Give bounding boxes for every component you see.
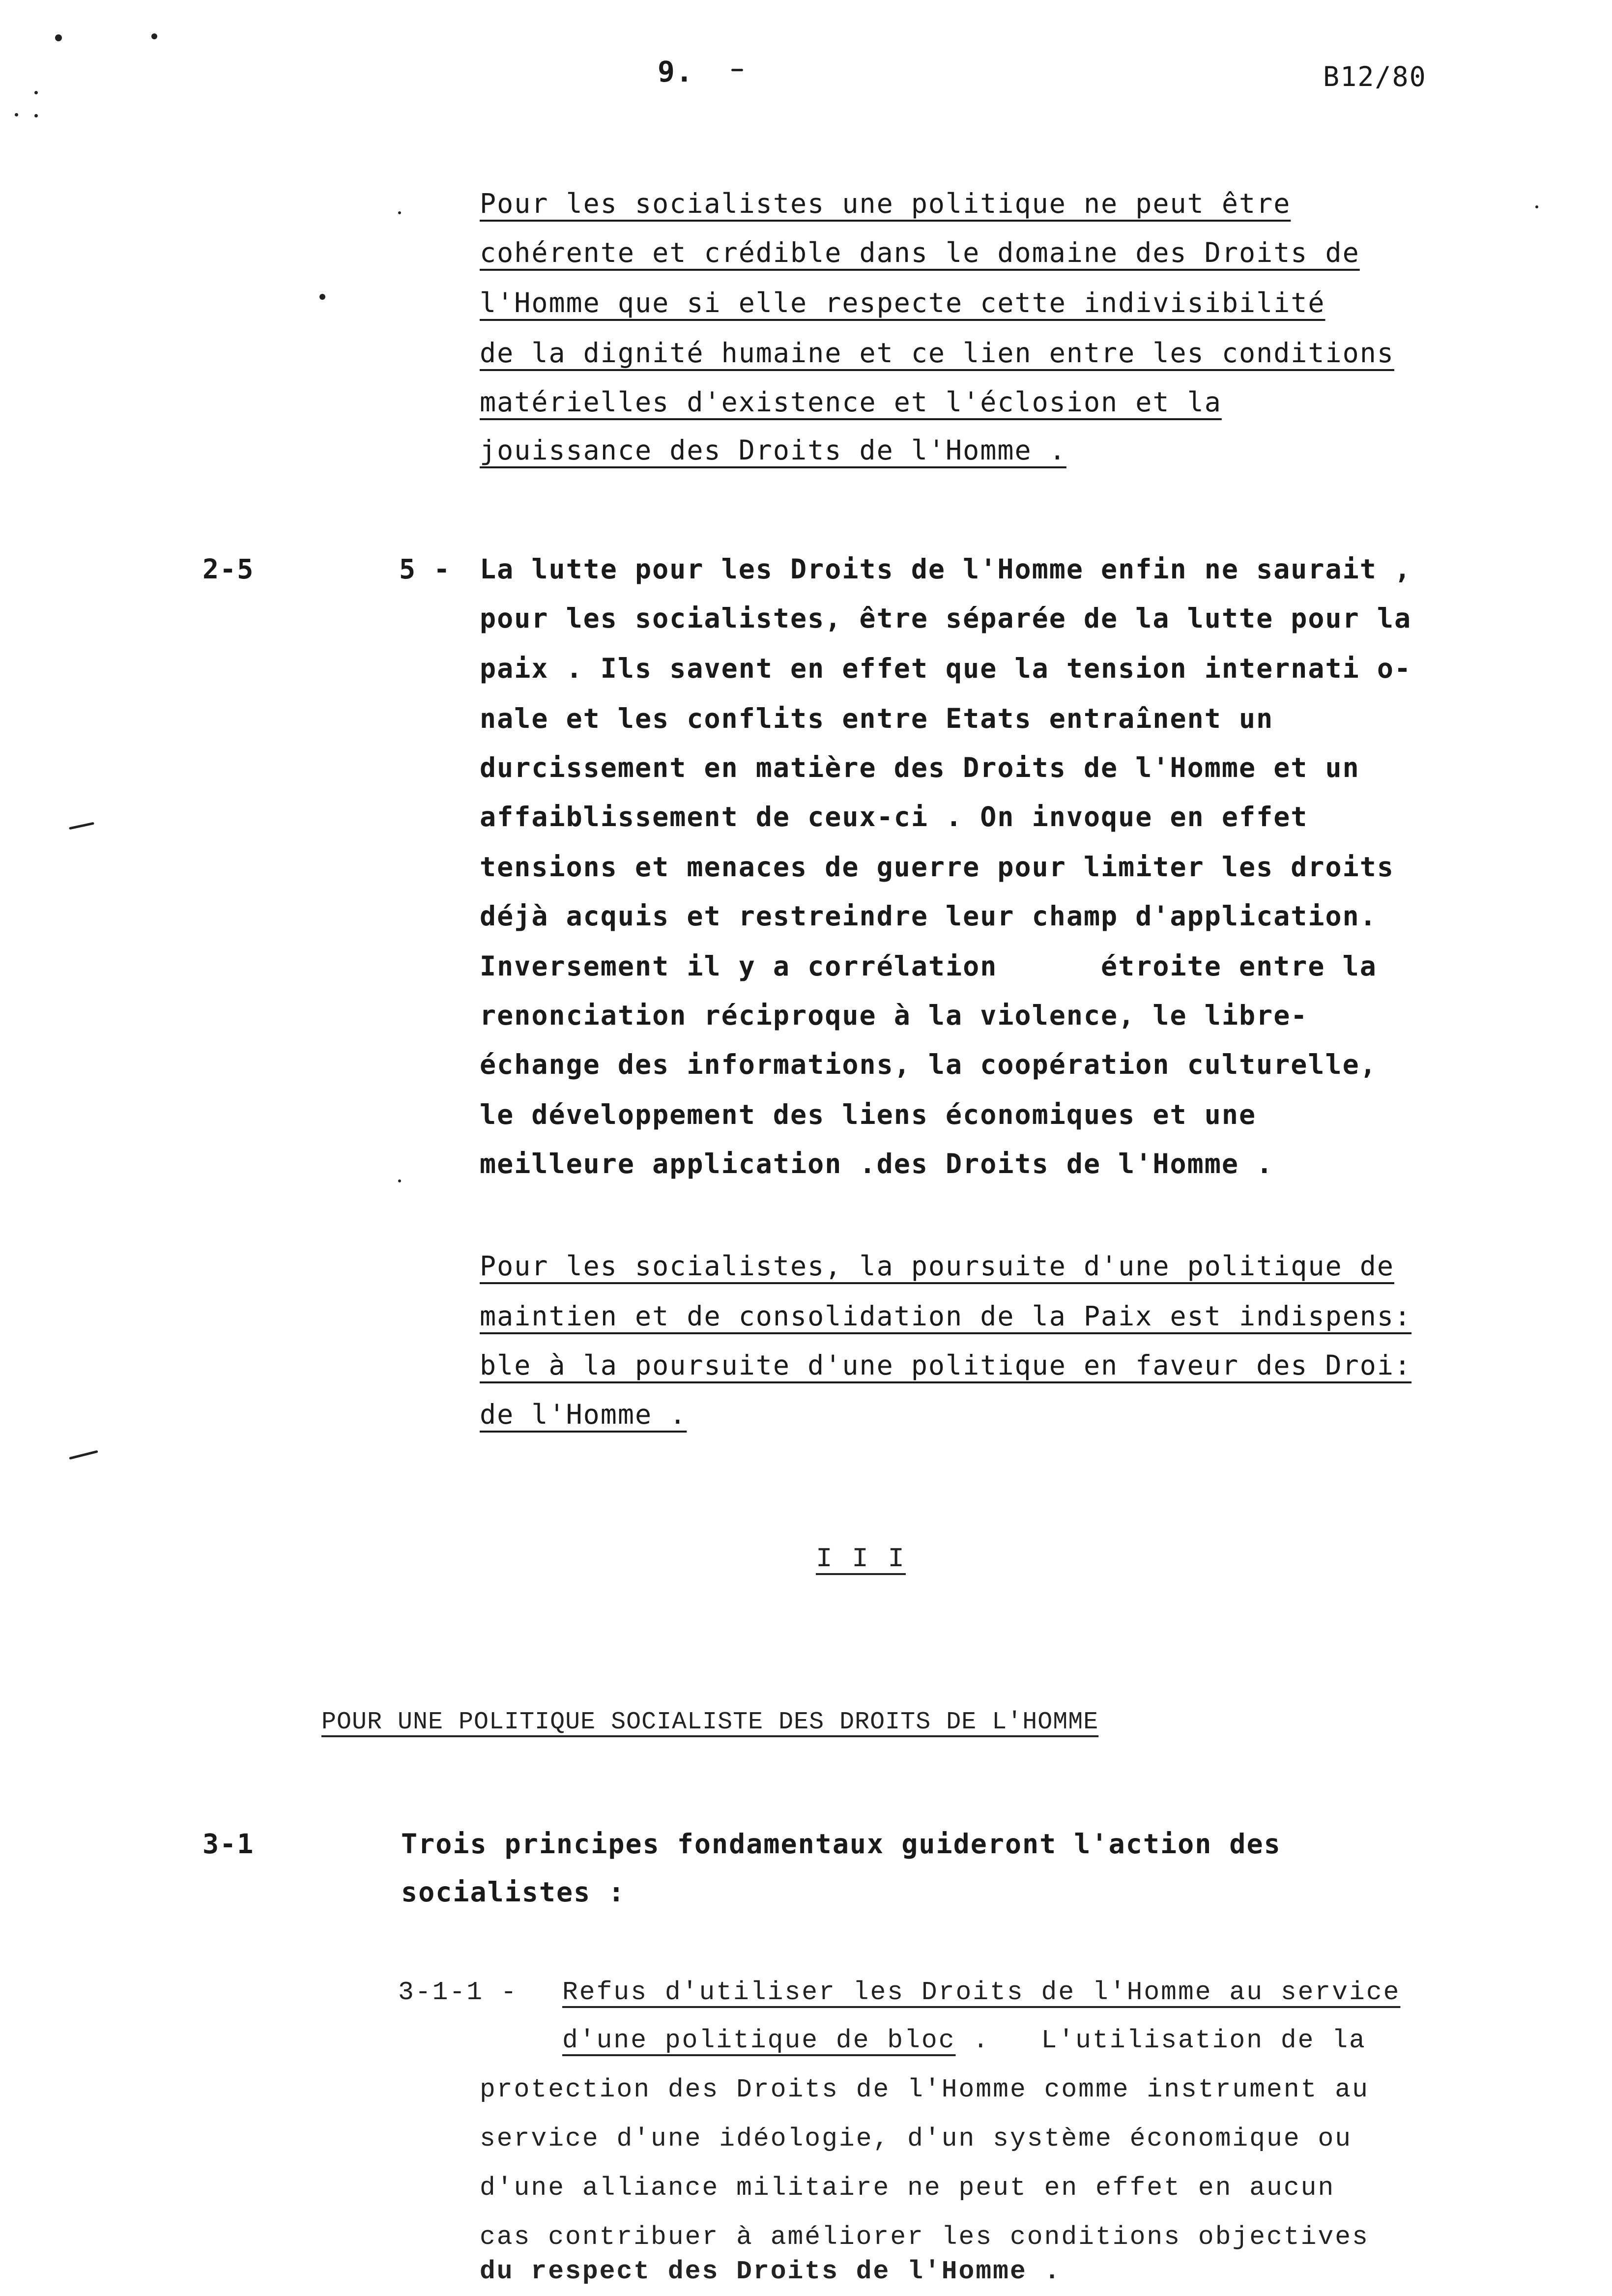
text-line: pour les socialistes, être séparée de la lutte pour la: [480, 603, 1412, 634]
text-line: Inversement il y a corrélation étroite entre la: [480, 950, 1377, 982]
scan-speck: [319, 294, 325, 300]
text-line: maintien et de consolidation de la Paix est indispens:: [480, 1300, 1412, 1332]
text-line: de la dignité humaine et ce lien entre les conditions: [480, 337, 1394, 369]
text-line: cas contribuer à améliorer les conditions objectives: [480, 2222, 1369, 2252]
scan-speck: [34, 91, 38, 94]
scan-speck: [151, 33, 157, 39]
text-line: matérielles d'existence et l'éclosion et la: [480, 386, 1222, 418]
text-line: l'Homme que si elle respecte cette indivisibilité: [480, 287, 1325, 318]
header-dash: [731, 69, 743, 71]
scan-speck: [1535, 205, 1538, 208]
text-line: affaiblissement de ceux-ci . On invoque en effet: [480, 801, 1308, 832]
text-line: le développement des liens économiques et une: [480, 1099, 1257, 1130]
text-line: durcissement en matière des Droits de l'Homme et un: [480, 752, 1360, 783]
text-line: Pour les socialistes, la poursuite d'une politique de: [480, 1250, 1394, 1282]
scan-speck: [34, 114, 38, 117]
text-line: renonciation réciproque à la violence, le libre-: [480, 1000, 1308, 1031]
text-line: [562, 2026, 1366, 2055]
margin-reference: 2-5: [202, 553, 255, 585]
text-line: ble à la poursuite d'une politique en faveur des Droi:: [480, 1349, 1412, 1381]
text-line: socialistes :: [401, 1876, 626, 1908]
text-line: [480, 434, 1066, 466]
text-segment: . L'utilisation de la: [955, 2026, 1366, 2055]
text-line: service d'une idéologie, d'un système économique ou: [480, 2124, 1353, 2153]
margin-dash: [69, 822, 94, 830]
text-line: protection des Droits de l'Homme comme instrument au: [480, 2075, 1369, 2104]
text-line: Pour les socialistes une politique ne peut être: [480, 188, 1291, 219]
page-number: 9.: [658, 55, 694, 88]
text-line: cohérente et crédible dans le domaine des Droits de: [480, 237, 1360, 268]
text-line: La lutte pour les Droits de l'Homme enfin ne saurait ,: [480, 553, 1412, 585]
text-line: nale et les conflits entre Etats entraînent un: [480, 703, 1274, 734]
margin-dash: [69, 1450, 98, 1460]
text-line: [480, 1399, 687, 1430]
text-line: meilleure application .des Droits de l'Homme .: [480, 1148, 1274, 1179]
item-number: 3-1-1 -: [398, 1978, 518, 2007]
section-title: POUR UNE POLITIQUE SOCIALISTE DES DROITS DE L'HOMME: [321, 1708, 1099, 1736]
text-line: échange des informations, la coopération culturelle,: [480, 1049, 1377, 1080]
text-line: tensions et menaces de guerre pour limiter les droits: [480, 851, 1394, 883]
text-line: du respect des Droits de l'Homme .: [480, 2257, 1062, 2286]
document-reference: B12/80: [1323, 61, 1427, 92]
item-number: 5 -: [399, 553, 451, 585]
text-line: déjà acquis et restreindre leur champ d'application.: [480, 900, 1377, 932]
text-line: d'une alliance militaire ne peut en effet en aucun: [480, 2173, 1335, 2203]
scan-speck: [398, 1179, 401, 1182]
scan-speck: [55, 34, 62, 41]
text-line: Trois principes fondamentaux guideront l'action des: [401, 1828, 1281, 1860]
scan-speck: [398, 211, 401, 214]
text-line: paix . Ils savent en effet que la tension internati o-: [480, 653, 1412, 684]
underlined-text: de l'Homme .: [480, 1399, 687, 1430]
scan-speck: [15, 113, 18, 116]
underlined-text: d'une politique de bloc: [562, 2026, 956, 2055]
text-line: Refus d'utiliser les Droits de l'Homme au service: [562, 1978, 1401, 2007]
margin-reference: 3-1: [202, 1828, 255, 1860]
underlined-text: jouissance des Droits de l'Homme .: [480, 434, 1066, 466]
section-numeral: I I I: [816, 1543, 906, 1575]
